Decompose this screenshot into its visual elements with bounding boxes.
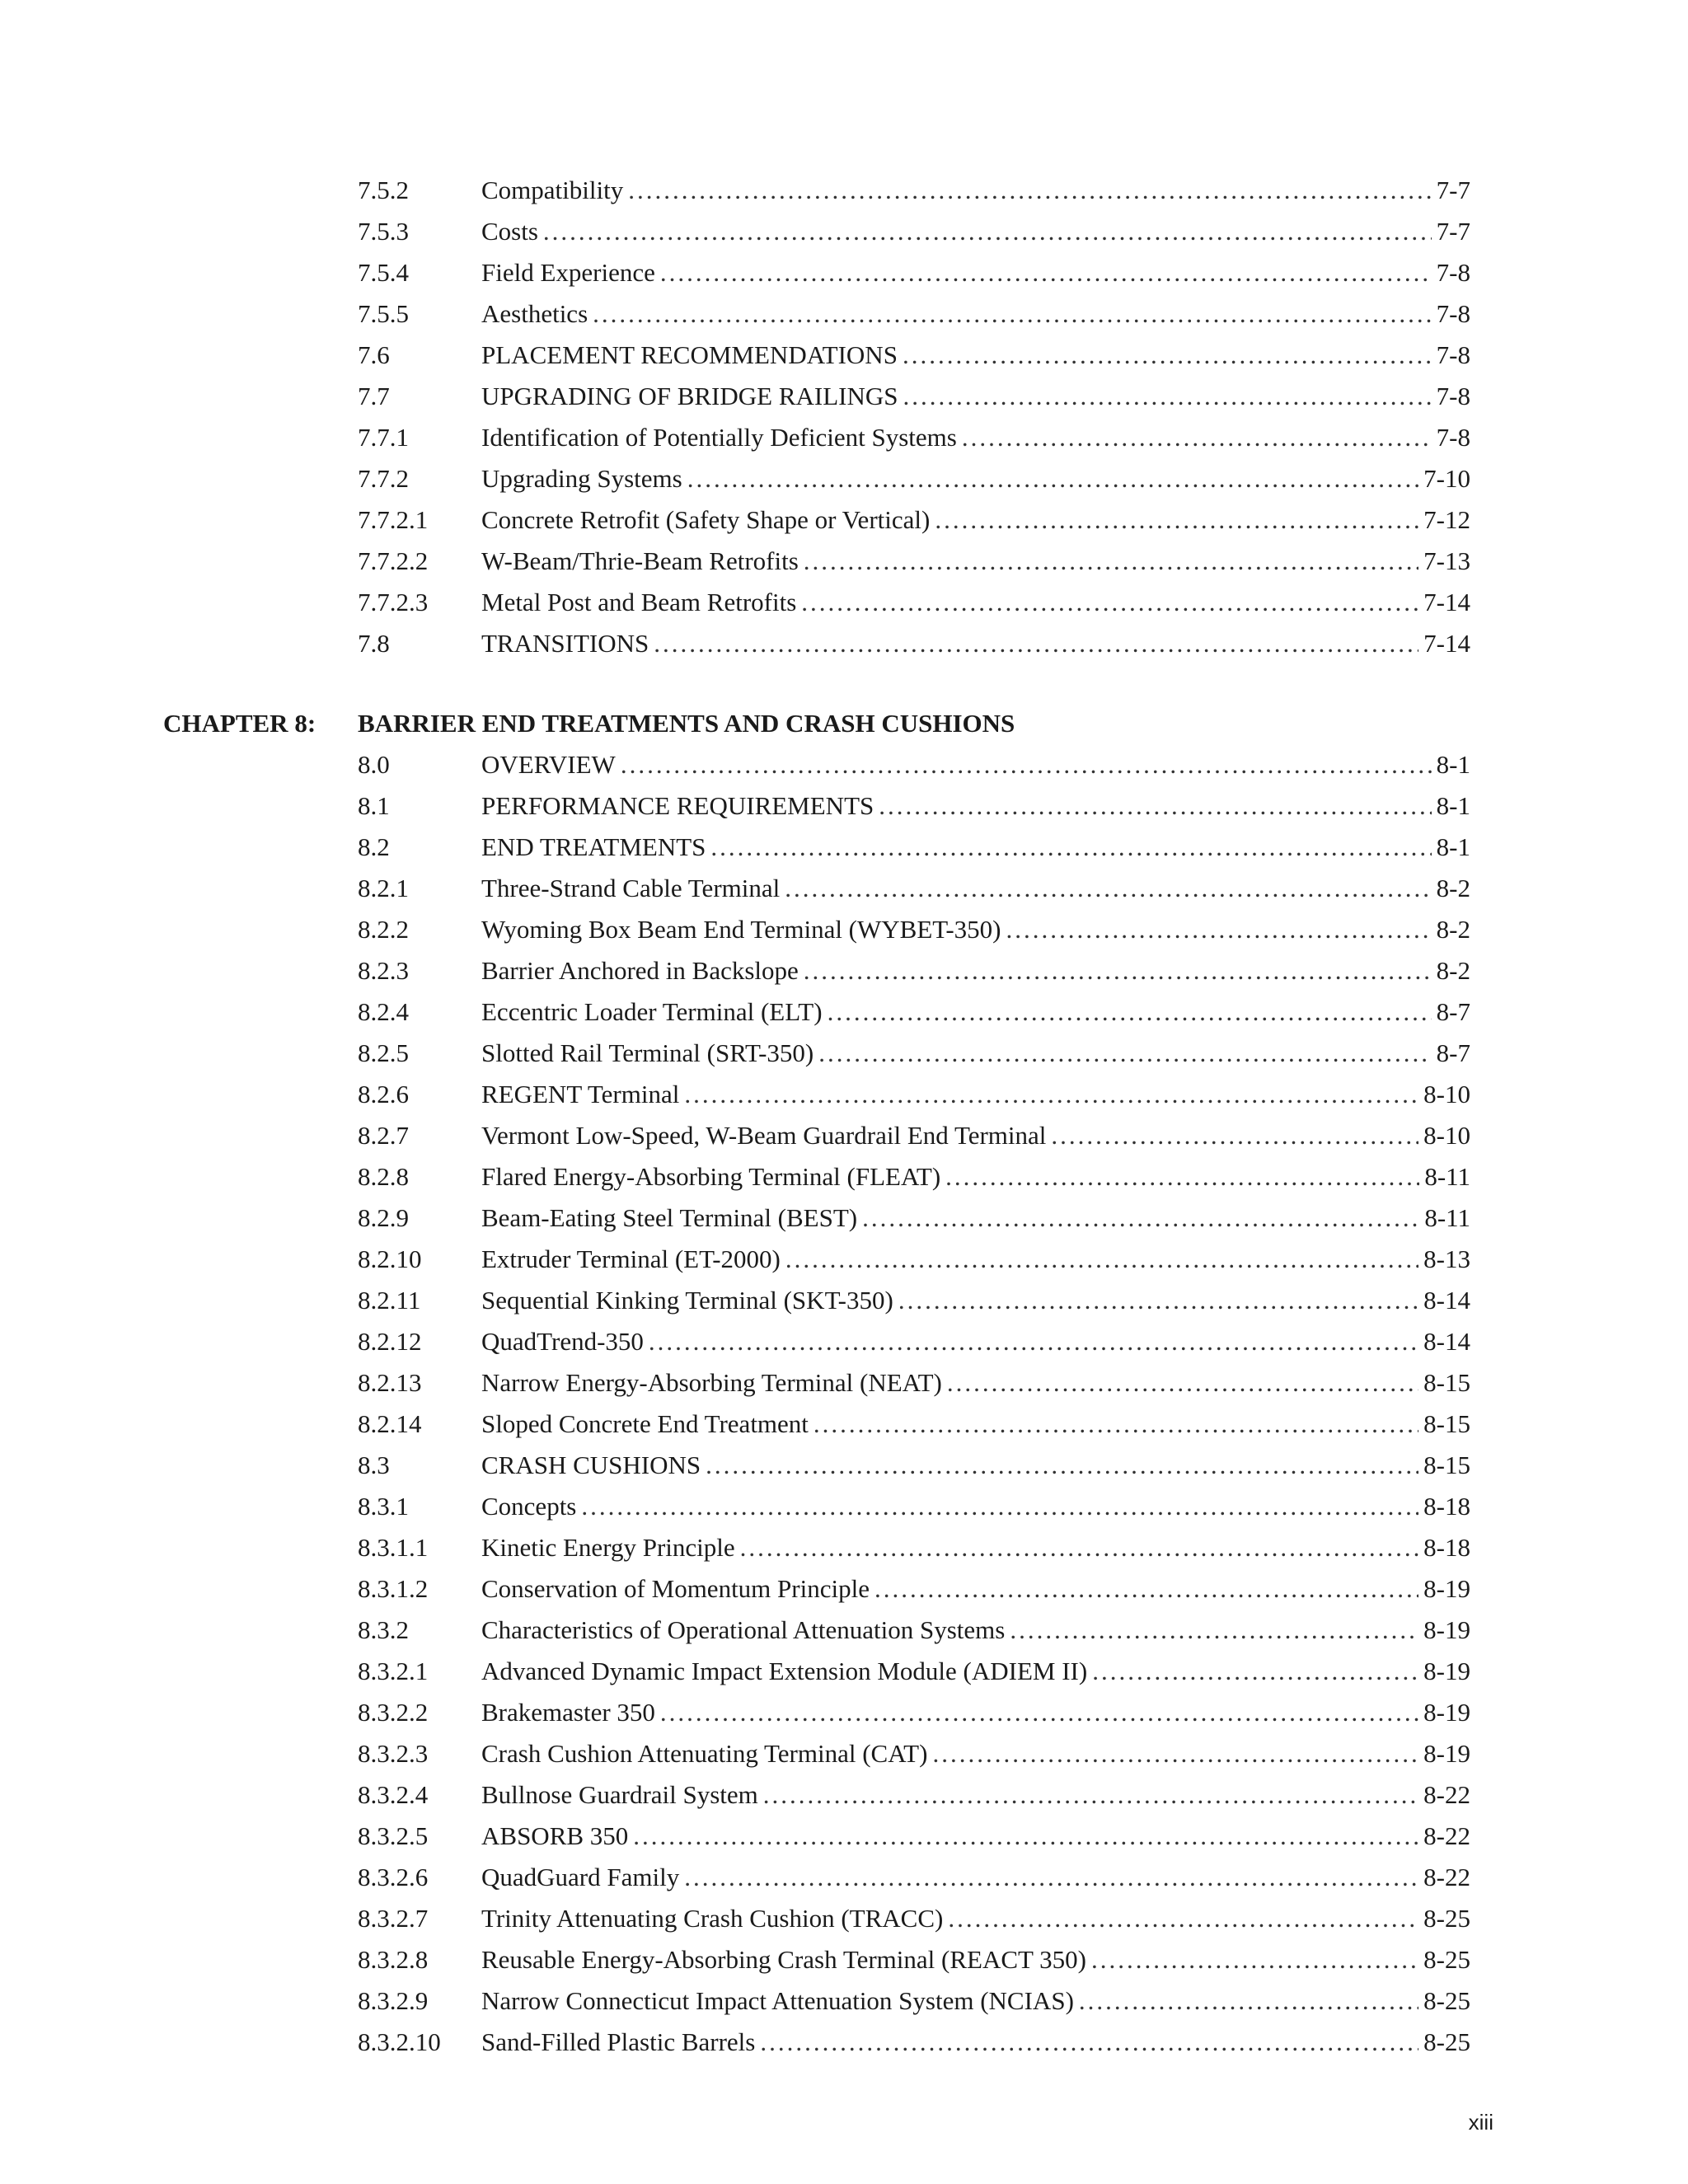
toc-entry-line	[481, 1980, 1470, 2022]
toc-entry-number: 7.7.2	[358, 464, 409, 493]
toc-entry-line	[481, 785, 1470, 827]
toc-entry	[0, 868, 1688, 909]
toc-entry-page: 8-15	[1423, 1409, 1470, 1438]
toc-entry-number: 8.3.2.1	[358, 1657, 429, 1685]
toc-entry-title: Metal Post and Beam Retrofits	[481, 582, 801, 623]
toc-entry-line	[481, 1033, 1470, 1074]
toc-entry-line	[481, 827, 1470, 868]
toc-entry-page: 8-7	[1436, 997, 1470, 1026]
toc-entry	[0, 458, 1688, 499]
toc-entry-title: Sand-Filled Plastic Barrels	[481, 2022, 760, 2063]
dot-leader	[818, 1033, 1431, 1074]
toc-entry-line	[481, 1610, 1470, 1651]
toc-entry-title: Kinetic Energy Principle	[481, 1527, 740, 1568]
dot-leader	[649, 1321, 1418, 1362]
dot-leader	[948, 1898, 1418, 1939]
toc-entry-page: 8-10	[1423, 1121, 1470, 1150]
toc-entry-title: Barrier Anchored in Backslope	[481, 950, 804, 991]
toc-entry	[0, 2022, 1688, 2063]
dot-leader	[903, 335, 1432, 376]
toc-entry-page: 8-7	[1436, 1038, 1470, 1067]
dot-leader	[785, 868, 1431, 909]
toc-entry-line	[481, 1321, 1470, 1362]
dot-leader	[660, 252, 1432, 293]
page-number: xiii	[1468, 2110, 1493, 2135]
toc-entry-page: 7-8	[1436, 340, 1470, 369]
toc-entry-page: 8-1	[1436, 791, 1470, 820]
toc-entry-number: 8.3.2.10	[358, 2027, 441, 2056]
toc-entry	[0, 1404, 1688, 1445]
dot-leader	[710, 827, 1431, 868]
toc-entry-line	[481, 1445, 1470, 1486]
toc-entry-number: 8.2.13	[358, 1368, 422, 1397]
toc-entry	[0, 623, 1688, 664]
chapter-title: BARRIER END TREATMENTS AND CRASH CUSHIONS	[358, 709, 1015, 738]
toc-entry-page: 8-2	[1436, 956, 1470, 985]
toc-entry-page: 8-19	[1423, 1657, 1470, 1685]
toc-entry-page: 7-14	[1423, 629, 1470, 658]
toc-entry-title: Concepts	[481, 1486, 581, 1527]
toc-entry-page: 8-18	[1423, 1492, 1470, 1521]
toc-entry	[0, 909, 1688, 950]
toc-entry-title: Characteristics of Operational Attenuation Systems	[481, 1610, 1010, 1651]
toc-entry-page: 8-19	[1423, 1615, 1470, 1644]
toc-entry-title: TRANSITIONS	[481, 623, 654, 664]
toc-entry-number: 8.3.2.5	[358, 1821, 429, 1850]
toc-entry-line	[481, 1404, 1470, 1445]
dot-leader	[947, 1362, 1418, 1404]
dot-leader	[785, 1239, 1418, 1280]
toc-entry-number: 7.6	[358, 340, 390, 369]
toc-entry-page: 7-8	[1436, 423, 1470, 452]
toc-entry-page: 8-22	[1423, 1821, 1470, 1850]
toc-entry-title: Sloped Concrete End Treatment	[481, 1404, 814, 1445]
toc-entry-title: Flared Energy-Absorbing Terminal (FLEAT)	[481, 1156, 945, 1197]
dot-leader	[706, 1445, 1418, 1486]
toc-entry	[0, 499, 1688, 541]
toc-entry-line	[481, 623, 1470, 664]
dot-leader	[1010, 1610, 1418, 1651]
toc-entry-title: Wyoming Box Beam End Terminal (WYBET-350)	[481, 909, 1006, 950]
toc-entry-number: 8.3.1	[358, 1492, 409, 1521]
toc-entry	[0, 1980, 1688, 2022]
toc-entry-title: Narrow Connecticut Impact Attenuation System (NCIAS)	[481, 1980, 1079, 2022]
toc-entry-line	[481, 744, 1470, 785]
toc-entry-line	[481, 1898, 1470, 1939]
toc-entry-line	[481, 1568, 1470, 1610]
toc-entry-number: 8.3.1.1	[358, 1533, 429, 1562]
toc-entry-number: 8.2.2	[358, 915, 409, 944]
toc-entry-number: 8.0	[358, 750, 390, 779]
toc-entry-line	[481, 1197, 1470, 1239]
toc-entry	[0, 991, 1688, 1033]
toc-entry-line	[481, 1857, 1470, 1898]
toc-entry-line	[481, 1239, 1470, 1280]
toc-entry-number: 8.2.7	[358, 1121, 409, 1150]
dot-leader	[862, 1197, 1419, 1239]
toc-entry-page: 8-18	[1423, 1533, 1470, 1562]
toc-entry-page: 7-10	[1423, 464, 1470, 493]
toc-entry-line	[481, 170, 1470, 211]
toc-entry-page: 7-7	[1436, 176, 1470, 204]
toc-entry-number: 8.2.5	[358, 1038, 409, 1067]
toc-entry-title: Identification of Potentially Deficient Systems	[481, 417, 962, 458]
dot-leader	[932, 1733, 1418, 1774]
toc-entry-number: 8.3.2.8	[358, 1945, 429, 1974]
dot-leader	[740, 1527, 1419, 1568]
toc-entry-page: 8-15	[1423, 1368, 1470, 1397]
toc-entry	[0, 1486, 1688, 1527]
toc-entry-page: 8-22	[1423, 1780, 1470, 1809]
toc-entry-line	[481, 335, 1470, 376]
chapter-heading	[0, 703, 1688, 744]
toc-entry-page: 8-25	[1423, 1986, 1470, 2015]
toc-entry	[0, 1321, 1688, 1362]
dot-leader	[962, 417, 1432, 458]
toc-section-8	[0, 744, 1688, 2063]
toc-entry-page: 7-7	[1436, 217, 1470, 246]
toc-entry	[0, 335, 1688, 376]
toc-entry-line	[481, 1362, 1470, 1404]
toc-entry-number: 8.2.4	[358, 997, 409, 1026]
toc-entry-number: 7.5.3	[358, 217, 409, 246]
toc-entry-title: Field Experience	[481, 252, 660, 293]
toc-entry-title: Compatibility	[481, 170, 628, 211]
toc-entry	[0, 1280, 1688, 1321]
toc-entry-title: Aesthetics	[481, 293, 593, 335]
toc-entry-number: 7.7.2.2	[358, 546, 429, 575]
toc-entry	[0, 170, 1688, 211]
dot-leader	[760, 2022, 1418, 2063]
toc-entry-page: 8-1	[1436, 832, 1470, 861]
toc-entry-number: 7.5.4	[358, 258, 409, 287]
dot-leader	[935, 499, 1418, 541]
toc-entry-number: 8.3.2.2	[358, 1698, 429, 1727]
toc-entry-title: REGENT Terminal	[481, 1074, 684, 1115]
toc-entry-line	[481, 1156, 1470, 1197]
toc-entry	[0, 827, 1688, 868]
dot-leader	[804, 541, 1418, 582]
toc-entry-title: Concrete Retrofit (Safety Shape or Vertical)	[481, 499, 935, 541]
dot-leader	[879, 785, 1431, 827]
toc-entry	[0, 1115, 1688, 1156]
toc-entry-title: PLACEMENT RECOMMENDATIONS	[481, 335, 903, 376]
toc-entry-number: 7.7.1	[358, 423, 409, 452]
toc-entry-line	[481, 991, 1470, 1033]
toc-entry-page: 7-8	[1436, 258, 1470, 287]
toc-entry-title: ABSORB 350	[481, 1816, 633, 1857]
dot-leader	[660, 1692, 1418, 1733]
dot-leader	[1079, 1980, 1418, 2022]
toc-entry	[0, 1568, 1688, 1610]
toc-entry-title: QuadGuard Family	[481, 1857, 684, 1898]
toc-entry-line	[481, 1774, 1470, 1816]
toc-entry-title: Sequential Kinking Terminal (SKT-350)	[481, 1280, 898, 1321]
toc-entry-number: 8.1	[358, 791, 390, 820]
toc-entry-number: 7.7.2.1	[358, 505, 429, 534]
toc-entry	[0, 744, 1688, 785]
toc-entry-page: 8-1	[1436, 750, 1470, 779]
toc-entry-line	[481, 1651, 1470, 1692]
toc-entry-page: 8-13	[1423, 1244, 1470, 1273]
toc-entry-number: 7.7.2.3	[358, 588, 429, 616]
dot-leader	[628, 170, 1431, 211]
toc-entry	[0, 1816, 1688, 1857]
toc-entry-title: W-Beam/Thrie-Beam Retrofits	[481, 541, 804, 582]
toc-entry-page: 8-10	[1423, 1080, 1470, 1108]
toc-entry-title: Vermont Low-Speed, W-Beam Guardrail End Terminal	[481, 1115, 1051, 1156]
toc-entry-line	[481, 293, 1470, 335]
toc-entry-page: 8-15	[1423, 1451, 1470, 1479]
toc-entry-number: 8.3.2.6	[358, 1863, 429, 1891]
toc-entry-line	[481, 1527, 1470, 1568]
toc-entry-number: 7.7	[358, 382, 390, 410]
toc-entry	[0, 1733, 1688, 1774]
toc-entry-page: 8-19	[1423, 1698, 1470, 1727]
toc-entry-number: 8.2.6	[358, 1080, 409, 1108]
toc-entry-number: 8.3	[358, 1451, 390, 1479]
toc-entry-line	[481, 458, 1470, 499]
toc-entry-number: 8.2.11	[358, 1286, 421, 1315]
toc-entry-title: Trinity Attenuating Crash Cushion (TRACC)	[481, 1898, 948, 1939]
toc-entry	[0, 1033, 1688, 1074]
toc-entry	[0, 1527, 1688, 1568]
toc-entry-number: 8.2.9	[358, 1203, 409, 1232]
toc-entry-number: 7.5.2	[358, 176, 409, 204]
dot-leader	[763, 1774, 1418, 1816]
toc-entry-line	[481, 1733, 1470, 1774]
toc-entry	[0, 1197, 1688, 1239]
toc-entry-title: Narrow Energy-Absorbing Terminal (NEAT)	[481, 1362, 947, 1404]
toc-entry-page: 8-25	[1423, 1904, 1470, 1933]
toc-entry-page: 8-14	[1423, 1286, 1470, 1315]
dot-leader	[687, 458, 1418, 499]
toc-entry-title: CRASH CUSHIONS	[481, 1445, 706, 1486]
toc-entry-page: 8-11	[1424, 1203, 1470, 1232]
toc-entry	[0, 211, 1688, 252]
dot-leader	[621, 744, 1432, 785]
toc-entry-line	[481, 950, 1470, 991]
toc-entry-page: 8-22	[1423, 1863, 1470, 1891]
toc-entry	[0, 1939, 1688, 1980]
toc-entry	[0, 417, 1688, 458]
toc-entry	[0, 785, 1688, 827]
dot-leader	[684, 1074, 1418, 1115]
toc-entry-line	[481, 1816, 1470, 1857]
toc-entry-line	[481, 1074, 1470, 1115]
toc-entry-title: Beam-Eating Steel Terminal (BEST)	[481, 1197, 862, 1239]
toc-entry-page: 8-19	[1423, 1739, 1470, 1768]
toc-entry-title: PERFORMANCE REQUIREMENTS	[481, 785, 879, 827]
toc-entry-line	[481, 1486, 1470, 1527]
toc-entry	[0, 252, 1688, 293]
dot-leader	[828, 991, 1432, 1033]
toc-entry-title: Brakemaster 350	[481, 1692, 660, 1733]
toc-entry	[0, 1074, 1688, 1115]
toc-entry-page: 8-25	[1423, 2027, 1470, 2056]
toc-entry-page: 7-14	[1423, 588, 1470, 616]
toc-entry	[0, 1239, 1688, 1280]
toc-entry-line	[481, 1939, 1470, 1980]
toc-entry-title: Costs	[481, 211, 543, 252]
toc-entry-number: 8.2.8	[358, 1162, 409, 1191]
toc-entry	[0, 1898, 1688, 1939]
toc-entry-page: 8-11	[1424, 1162, 1470, 1191]
dot-leader	[633, 1816, 1418, 1857]
toc-entry-number: 8.2.10	[358, 1244, 422, 1273]
toc-entry-number: 8.2.14	[358, 1409, 422, 1438]
toc-entry-page: 8-14	[1423, 1327, 1470, 1356]
toc-entry-page: 8-19	[1423, 1574, 1470, 1603]
toc-entry-number: 8.2.3	[358, 956, 409, 985]
toc-entry-title: QuadTrend-350	[481, 1321, 649, 1362]
toc-section-7	[0, 170, 1688, 664]
toc-entry-line	[481, 376, 1470, 417]
toc-entry-number: 8.3.1.2	[358, 1574, 429, 1603]
chapter-label: CHAPTER 8:	[163, 709, 316, 738]
toc-entry-page: 7-13	[1423, 546, 1470, 575]
toc-entry	[0, 1362, 1688, 1404]
toc-entry	[0, 1445, 1688, 1486]
toc-entry-title: Slotted Rail Terminal (SRT-350)	[481, 1033, 818, 1074]
toc-entry-title: Extruder Terminal (ET-2000)	[481, 1239, 785, 1280]
toc-entry	[0, 1692, 1688, 1733]
toc-entry	[0, 1651, 1688, 1692]
dot-leader	[1051, 1115, 1418, 1156]
toc-entry-page: 8-2	[1436, 874, 1470, 902]
toc-entry	[0, 541, 1688, 582]
toc-entry-line	[481, 1115, 1470, 1156]
toc-entry-number: 8.2.12	[358, 1327, 422, 1356]
toc-entry-title: Bullnose Guardrail System	[481, 1774, 763, 1816]
toc-entry	[0, 1156, 1688, 1197]
toc-entry-page: 8-25	[1423, 1945, 1470, 1974]
toc-entry-title: UPGRADING OF BRIDGE RAILINGS	[481, 376, 903, 417]
toc-entry	[0, 376, 1688, 417]
toc-entry	[0, 950, 1688, 991]
toc-entry-title: Eccentric Loader Terminal (ELT)	[481, 991, 828, 1033]
toc-entry-number: 7.8	[358, 629, 390, 658]
toc-entry-number: 8.2	[358, 832, 390, 861]
toc-entry-line	[481, 909, 1470, 950]
toc-entry-title: Advanced Dynamic Impact Extension Module (ADIEM II)	[481, 1651, 1092, 1692]
dot-leader	[874, 1568, 1418, 1610]
dot-leader	[814, 1404, 1418, 1445]
toc-entry-number: 8.3.2.4	[358, 1780, 429, 1809]
toc-entry	[0, 582, 1688, 623]
toc-entry-number: 7.5.5	[358, 299, 409, 328]
dot-leader	[945, 1156, 1419, 1197]
toc-entry-page: 7-12	[1423, 505, 1470, 534]
toc-entry-title: END TREATMENTS	[481, 827, 710, 868]
toc-entry-number: 8.3.2.3	[358, 1739, 429, 1768]
toc-entry-title: OVERVIEW	[481, 744, 621, 785]
toc-entry-title: Crash Cushion Attenuating Terminal (CAT)	[481, 1733, 932, 1774]
dot-leader	[543, 211, 1432, 252]
toc-entry-page: 7-8	[1436, 382, 1470, 410]
dot-leader	[1006, 909, 1432, 950]
toc-entry-line	[481, 252, 1470, 293]
toc-entry-page: 7-8	[1436, 299, 1470, 328]
dot-leader	[1091, 1939, 1418, 1980]
dot-leader	[804, 950, 1432, 991]
toc-entry-line	[481, 2022, 1470, 2063]
toc-entry-line	[481, 868, 1470, 909]
toc-entry-title: Reusable Energy-Absorbing Crash Terminal (REACT 350)	[481, 1939, 1091, 1980]
toc-entry-line	[481, 541, 1470, 582]
toc-entry-title: Upgrading Systems	[481, 458, 687, 499]
dot-leader	[684, 1857, 1418, 1898]
toc-entry-title: Conservation of Momentum Principle	[481, 1568, 874, 1610]
dot-leader	[593, 293, 1432, 335]
dot-leader	[654, 623, 1418, 664]
toc-entry	[0, 1857, 1688, 1898]
toc-entry-number: 8.2.1	[358, 874, 409, 902]
toc-entry-line	[481, 417, 1470, 458]
toc-entry	[0, 1774, 1688, 1816]
toc-entry-line	[481, 582, 1470, 623]
toc-entry-line	[481, 499, 1470, 541]
toc-entry	[0, 293, 1688, 335]
toc-entry-title: Three-Strand Cable Terminal	[481, 868, 785, 909]
dot-leader	[581, 1486, 1418, 1527]
toc-entry-page: 8-2	[1436, 915, 1470, 944]
toc-entry-line	[481, 1692, 1470, 1733]
dot-leader	[801, 582, 1418, 623]
toc-entry-line	[481, 211, 1470, 252]
toc-entry-line	[481, 1280, 1470, 1321]
toc-entry-number: 8.3.2.9	[358, 1986, 429, 2015]
dot-leader	[898, 1280, 1418, 1321]
toc-entry-number: 8.3.2	[358, 1615, 409, 1644]
toc-entry	[0, 1610, 1688, 1651]
dot-leader	[903, 376, 1432, 417]
toc-entry-number: 8.3.2.7	[358, 1904, 429, 1933]
dot-leader	[1092, 1651, 1418, 1692]
